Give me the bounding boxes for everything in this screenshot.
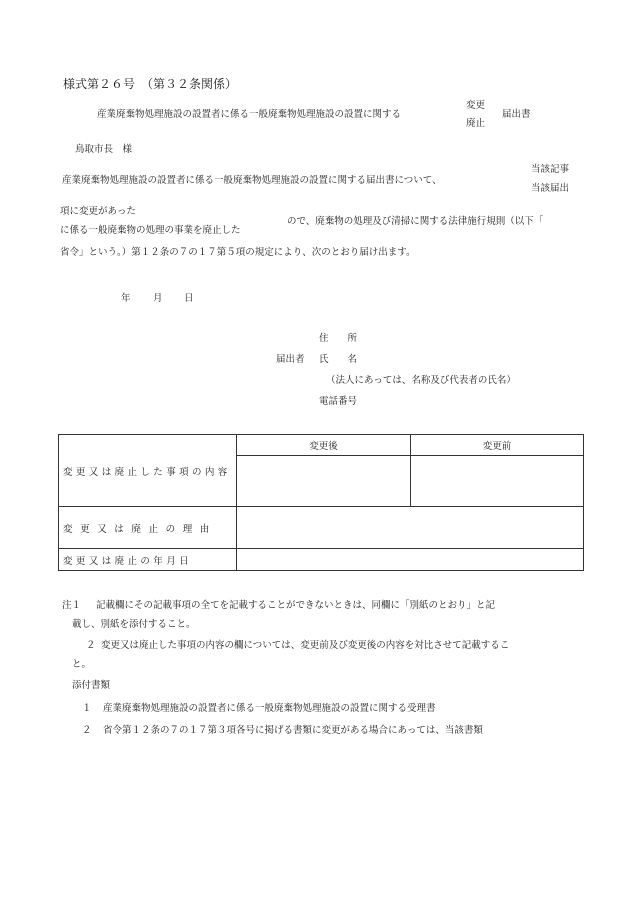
title-option-change: 変更 xyxy=(466,100,486,111)
notifier-phone: 電話番号 xyxy=(319,396,358,407)
body-option-notification: 当該届出 xyxy=(531,183,570,194)
title-suffix: 届出書 xyxy=(502,109,531,120)
note-2-label: ２ xyxy=(86,640,96,651)
body-line-1: 産業廃棄物処理施設の設置者に係る一般廃棄物処理施設の設置に関する届出書について、 xyxy=(62,175,442,186)
note-2-text-2: と。 xyxy=(72,659,92,670)
header-after-change: 変更後 xyxy=(237,435,411,456)
date-day: 日 xyxy=(184,293,194,304)
date-cell[interactable] xyxy=(237,549,584,571)
date-month: 月 xyxy=(153,293,163,304)
attachment-1-text: 産業廃棄物処理施設の設置者に係る一般廃棄物処理施設の設置に関する受理書 xyxy=(103,703,436,714)
document-title: 産業廃棄物処理施設の設置者に係る一般廃棄物処理施設の設置に関する xyxy=(97,109,402,120)
header-before-change: 変更前 xyxy=(411,435,584,456)
notifier-corporate-note: （法人にあっては、名称及び代表者の氏名） xyxy=(326,375,516,386)
note-1-text-2: 載し、別紙を添付すること。 xyxy=(72,619,196,630)
content-before-cell[interactable] xyxy=(411,456,584,507)
reason-cell[interactable] xyxy=(237,507,584,549)
body-option-matter: 当該記事 xyxy=(531,164,570,175)
change-details-table xyxy=(58,434,584,571)
title-option-abolish: 廃止 xyxy=(466,118,486,129)
row-label-content: 変更又は廃止した事項の内容 xyxy=(59,435,237,507)
attachment-2-label: ２ xyxy=(82,725,92,736)
notifier-address: 住 所 xyxy=(319,333,358,344)
row-label-reason: 変更又は廃止の理由 xyxy=(59,507,237,549)
row-label-date: 変更又は廃止の年月日 xyxy=(59,549,237,571)
attachments-title: 添付書類 xyxy=(72,680,111,691)
body-line-2: ので、廃棄物の処理及び清掃に関する法律施行規則（以下「 xyxy=(287,216,544,227)
attachment-1-label: １ xyxy=(82,703,92,714)
body-option-abolished: に係る一般廃棄物の処理の事業を廃止した xyxy=(60,225,241,236)
form-number: 様式第２６号 （第３２条関係） xyxy=(63,77,238,91)
note-1-text-1: 記載欄にその記載事項の全てを記載することができないときは、同欄に「別紙のとおり」と記 xyxy=(96,600,496,611)
note-2-text-1: 変更又は廃止した事項の内容の欄については、変更前及び変更後の内容を対比させて記載するこ xyxy=(101,640,510,651)
body-option-changed: 項に変更があった xyxy=(60,206,136,217)
note-1-label: 注１ xyxy=(62,600,82,611)
content-after-cell[interactable] xyxy=(237,456,411,507)
date-year: 年 xyxy=(121,293,131,304)
addressee: 鳥取市長 様 xyxy=(75,144,133,155)
notifier-label: 届出者 xyxy=(276,354,305,365)
attachment-2-text: 省令第１２条の７の１７第３項各号に掲げる書類に変更がある場合にあっては、当該書類 xyxy=(103,725,483,736)
notifier-name: 氏 名 xyxy=(319,354,358,365)
body-line-3: 省令」という。）第１２条の７の１７第５項の規定により、次のとおり届け出ます。 xyxy=(60,247,416,258)
